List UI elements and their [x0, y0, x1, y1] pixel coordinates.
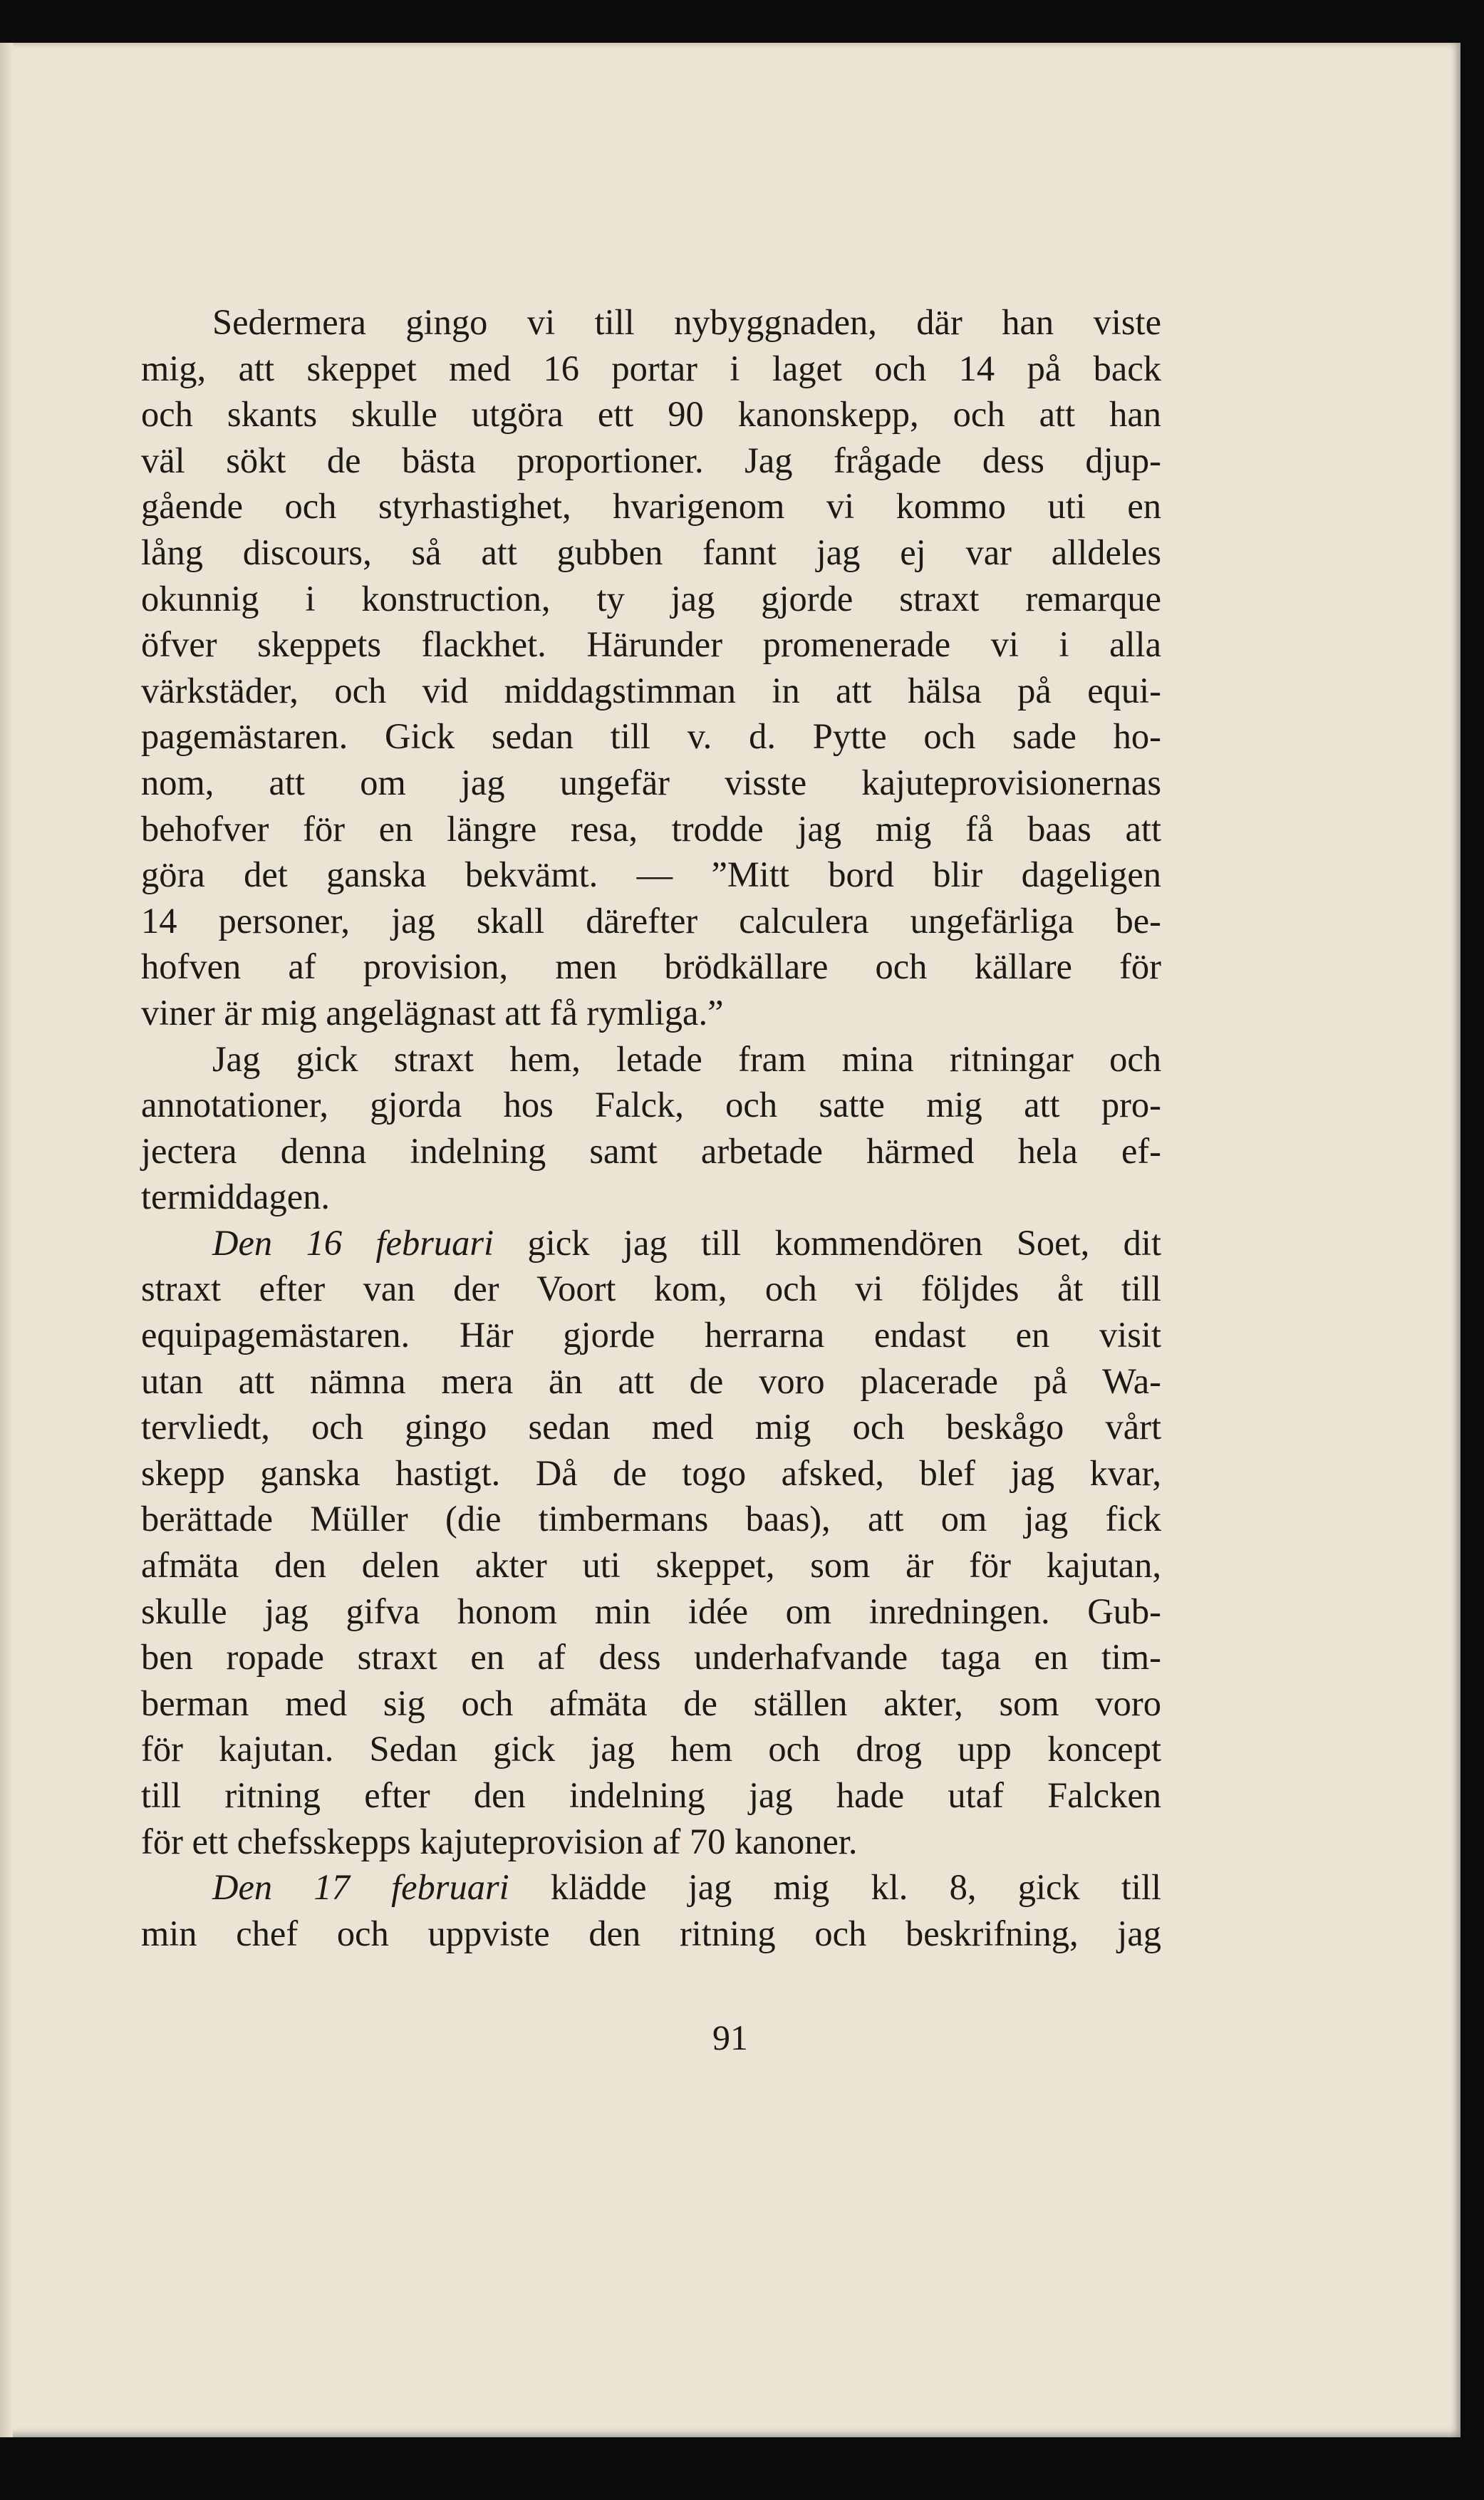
text-line: för kajutan. Sedan gick jag hem och drog upp koncept [141, 1729, 1161, 1770]
text-line: behofver för en längre resa, trodde jag mig få baas att [141, 808, 1161, 849]
text-line: skulle jag gifva honom min idée om inredningen. Gub- [141, 1591, 1161, 1631]
text-line: lång discours, så att gubben fannt jag ej var alldeles [141, 532, 1161, 572]
text-line: jectera denna indelning samt arbetade härmed hela ef- [141, 1130, 1161, 1171]
text-line: skepp ganska hastigt. Då de togo afsked, blef jag kvar, [141, 1452, 1161, 1493]
body-text [141, 299, 1161, 1956]
paragraph [141, 1864, 1161, 1956]
paragraph [141, 1220, 1161, 1864]
text-line: Den 16 februari gick jag till kommendören Soet, dit [212, 1222, 1161, 1263]
date-heading: Den 17 februari [212, 1867, 509, 1908]
text-line: för ett chefsskepps kajuteprovision af 70 kanoner. [141, 1821, 858, 1861]
text-line: mig, att skeppet med 16 portar i laget och 14 på back [141, 348, 1161, 388]
text-line: viner är mig angelägnast att få rymliga.” [141, 992, 724, 1033]
text-line: Den 17 februari klädde jag mig kl. 8, gick till [212, 1867, 1161, 1908]
text-line: equipagemästaren. Här gjorde herrarna endast en visit [141, 1315, 1161, 1355]
text-line: och skants skulle utgöra ett 90 kanonskepp, och att han [141, 394, 1161, 435]
text-line: okunnig i konstruction, ty jag gjorde straxt remarque [141, 578, 1161, 619]
text-line: utan att nämna mera än att de voro placerade på Wa- [141, 1360, 1161, 1401]
text-line: pagemästaren. Gick sedan till v. d. Pytte och sade ho- [141, 716, 1161, 757]
text-line: tervliedt, och gingo sedan med mig och beskågo vårt [141, 1407, 1161, 1447]
text-line: annotationer, gjorda hos Falck, och satte mig att pro- [141, 1085, 1161, 1125]
text-line: berättade Müller (die timbermans baas), att om jag fick [141, 1499, 1161, 1539]
page-number: 91 [712, 2018, 748, 2057]
text-line: ben ropade straxt en af dess underhafvande taga en tim- [141, 1637, 1161, 1678]
paragraph [141, 299, 1161, 1036]
text-line: hofven af provision, men brödkällare och källare för [141, 946, 1161, 987]
text-line: berman med sig och afmäta de ställen akter, som voro [141, 1683, 1161, 1723]
text-line: gående och styrhastighet, hvarigenom vi kommo uti en [141, 486, 1161, 527]
text-line: till ritning efter den indelning jag hade utaf Falcken [141, 1775, 1161, 1815]
text-line: 14 personer, jag skall därefter calculera ungefärliga be- [141, 900, 1161, 941]
text-line: min chef och uppviste den ritning och beskrifning, jag [141, 1913, 1161, 1953]
text-line: Sedermera gingo vi till nybyggnaden, där han viste [212, 302, 1161, 342]
text-line: termiddagen. [141, 1177, 331, 1217]
text-line: nom, att om jag ungefär visste kajuteprovisionernas [141, 762, 1161, 802]
date-heading: Den 16 februari [212, 1222, 494, 1263]
text-line: öfver skeppets flackhet. Härunder promenerade vi i alla [141, 624, 1161, 665]
paragraph [141, 1036, 1161, 1220]
text-line: göra det ganska bekvämt. — ”Mitt bord blir dageligen [141, 854, 1161, 895]
text-line: väl sökt de bästa proportioner. Jag frågade dess djup- [141, 440, 1161, 480]
text-line: afmäta den delen akter uti skeppet, som är för kajutan, [141, 1545, 1161, 1586]
text-line: värkstäder, och vid middagstimman in att hälsa på equi- [141, 670, 1161, 711]
page-edge [0, 43, 13, 2437]
text-line: straxt efter van der Voort kom, och vi följdes åt till [141, 1269, 1161, 1309]
text-line: Jag gick straxt hem, letade fram mina ritningar och [212, 1038, 1161, 1079]
